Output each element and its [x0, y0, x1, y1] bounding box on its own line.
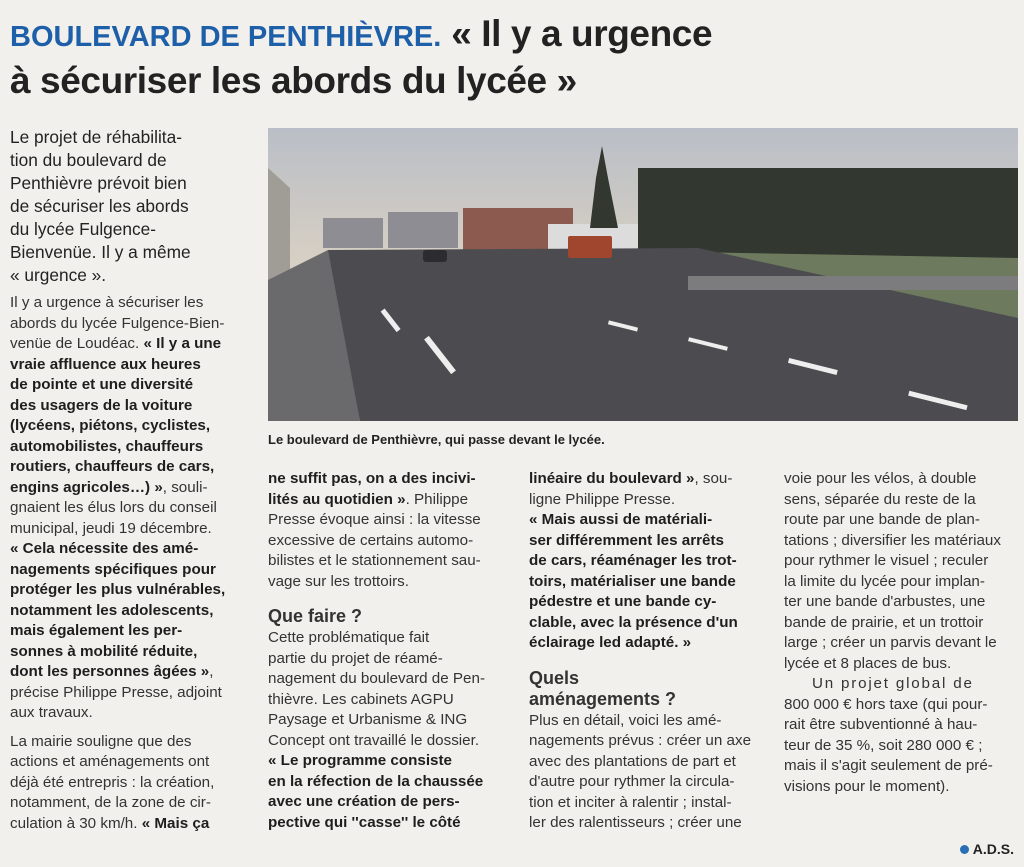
quote-line: toirs, matérialiser une bande — [529, 572, 736, 590]
quote-line: pédestre et une bande cy- — [529, 593, 717, 610]
text-line: abords du lycée Fulgence-Bien- — [10, 314, 225, 332]
quote-line: « Le programme consiste — [268, 752, 453, 769]
text-line: bilistes et le stationnement sau- — [268, 552, 481, 569]
text-line: nagements prévus : créer un axe — [529, 732, 752, 749]
quote-text: « Il y a une — [143, 335, 222, 352]
quote-text: lités au quotidien » — [268, 490, 406, 508]
photo-caption: Le boulevard de Penthièvre, qui passe devant le lycée. — [268, 432, 605, 447]
text-span: , — [209, 663, 214, 680]
text-line: sens, séparée du reste de la — [784, 490, 976, 508]
column-1 — [10, 293, 262, 834]
quote-line: sonnes à mobilité réduite, — [10, 642, 198, 660]
column-4 — [784, 469, 1018, 797]
distant-house — [388, 212, 458, 248]
quote-text: dont les personnes âgées » — [10, 663, 210, 680]
text-line: Un projet global de — [812, 675, 974, 692]
text-line — [10, 662, 262, 683]
text-line: visions pour le moment). — [784, 777, 950, 795]
text-span: . Philippe — [405, 490, 469, 508]
headline-kicker: BOULEVARD DE PENTHIÈVRE. — [10, 21, 442, 53]
quote-line: vraie affluence aux heures — [10, 355, 201, 373]
text-line: bande de prairie, et un trottoir — [784, 613, 984, 631]
quote-line: en la réfection de la chaussée — [268, 772, 484, 790]
text-line: ler des ralentisseurs ; créer une — [529, 814, 742, 831]
author-signature — [960, 841, 1014, 857]
paragraph — [784, 674, 1018, 797]
text-line: Plus en détail, voici les amé- — [529, 711, 722, 729]
paragraph — [10, 732, 262, 835]
lead-line: Bienvenüe. Il y a même — [10, 242, 191, 262]
text-line: thièvre. Les cabinets AGPU — [268, 690, 454, 708]
text-line — [10, 814, 262, 835]
paragraph — [268, 469, 520, 592]
text-line: aux travaux. — [10, 704, 93, 721]
signature-text: A.D.S. — [972, 841, 1014, 857]
article-headline — [10, 12, 1015, 103]
quote-line: des usagers de la voiture — [10, 396, 193, 414]
text-span: , souli- — [162, 478, 208, 496]
text-line: Cette problématique fait — [268, 629, 430, 646]
text-line: Il y a urgence à sécuriser les — [10, 294, 204, 311]
headline-line2: à sécuriser les abords du lycée » — [10, 60, 577, 101]
quote-line: routiers, chauffeurs de cars, — [10, 458, 215, 475]
quote-line: nagements spécifiques pour — [10, 560, 216, 578]
paragraph — [268, 751, 520, 833]
quote-line: protéger les plus vulnérables, — [10, 581, 226, 598]
boulevard-photo — [268, 128, 1018, 421]
quote-text: « Mais ça — [141, 814, 210, 832]
quote-line: notamment les adolescents, — [10, 601, 214, 619]
text-line: rait être subventionné à hau- — [784, 716, 978, 733]
text-line — [529, 469, 777, 490]
paragraph — [784, 469, 1018, 674]
column-3 — [529, 469, 777, 834]
text-line: la limite du lycée pour implan- — [784, 572, 985, 590]
text-line: tion et inciter à ralentir ; instal- — [529, 793, 732, 811]
text-line — [10, 478, 262, 499]
parked-car — [423, 250, 447, 262]
lead-line: de sécuriser les abords — [10, 196, 189, 216]
subheading-que-faire: Que faire ? — [268, 606, 363, 626]
paragraph — [10, 293, 262, 539]
text-line: d'autre pour rythmer la circula- — [529, 773, 735, 790]
text-line: large ; créer un parvis devant le — [784, 634, 997, 651]
text-line: ligne Philippe Presse. — [529, 490, 676, 508]
article-lead — [10, 126, 260, 287]
text-line: nagement du boulevard de Pen- — [268, 670, 486, 687]
text-line: excessive de certains automo- — [268, 531, 474, 549]
paragraph — [268, 628, 520, 751]
text-line: précise Philippe Presse, adjoint — [10, 683, 222, 701]
quote-line: pective qui ''casse'' le côté — [268, 813, 461, 831]
quote-line: de pointe et une diversité — [10, 376, 194, 393]
text-line — [268, 490, 520, 511]
paragraph — [10, 539, 262, 724]
text-line: 800 000 € hors taxe (qui pour- — [784, 695, 988, 713]
text-line: vage sur les trottoirs. — [268, 572, 409, 590]
text-line: partie du projet de réamé- — [268, 649, 443, 667]
paragraph-gap — [10, 724, 262, 732]
quote-line: automobilistes, chauffeurs — [10, 437, 204, 455]
lead-line: Le projet de réhabilita- — [10, 127, 182, 147]
text-line: voie pour les vélos, à double — [784, 470, 977, 487]
text-line: avec des plantations de part et — [529, 752, 736, 770]
text-line: Paysage et Urbanisme & ING — [268, 711, 468, 728]
text-span: culation à 30 km/h. — [10, 814, 138, 832]
text-line: teur de 35 %, soit 280 000 € ; — [784, 736, 983, 754]
text-line: tations ; diversifier les matériaux — [784, 531, 1001, 549]
subheading-line: aménagements ? — [529, 688, 677, 709]
text-line: actions et aménagements ont — [10, 753, 210, 770]
quote-text: engins agricoles…) » — [10, 478, 163, 496]
text-span: , sou- — [694, 470, 733, 487]
boulevard-photo-illustration — [268, 128, 1018, 421]
text-line: lycée et 8 places de bus. — [784, 654, 952, 672]
quote-line: (lycéens, piétons, cyclistes, — [10, 417, 211, 434]
quote-line: clable, avec la présence d'un — [529, 613, 738, 631]
quote-line: ne suffit pas, on a des incivi- — [268, 470, 476, 487]
bullet-dot-icon — [960, 845, 969, 854]
text-line: Concept ont travaillé le dossier. — [268, 731, 480, 749]
lead-line: du lycée Fulgence- — [10, 219, 157, 239]
subheading-line: Quels — [529, 667, 580, 688]
lead-line: tion du boulevard de — [10, 150, 167, 170]
quote-line: « Cela nécessite des amé- — [10, 540, 199, 557]
text-line: La mairie souligne que des — [10, 732, 192, 750]
text-span: venüe de Loudéac. — [10, 335, 140, 352]
text-line: notamment, de la zone de cir- — [10, 794, 211, 811]
quote-line: avec une création de pers- — [268, 793, 460, 810]
quote-line: mais également les per- — [10, 622, 183, 639]
quote-line: de cars, réaménager les trot- — [529, 552, 737, 569]
text-line — [10, 334, 262, 355]
text-line: mais il s'agit seulement de pré- — [784, 757, 993, 774]
text-line: ter une bande d'arbustes, une — [784, 593, 986, 610]
text-line: gnaient les élus lors du conseil — [10, 499, 217, 516]
lead-line: Penthièvre prévoit bien — [10, 173, 187, 193]
headline-line1: « Il y a urgence — [451, 13, 713, 54]
right-sidewalk — [688, 276, 1018, 290]
subheading-quels-amenagements — [529, 668, 777, 710]
paragraph — [529, 469, 777, 510]
tractor — [568, 236, 612, 258]
lead-line: « urgence ». — [10, 265, 107, 285]
text-line: Presse évoque ainsi : la vitesse — [268, 511, 481, 528]
paragraph — [529, 711, 777, 834]
quote-line: ser différemment les arrêts — [529, 531, 724, 549]
distant-house — [323, 218, 383, 248]
paragraph — [529, 510, 777, 654]
quote-line: « Mais aussi de matériali- — [529, 511, 713, 528]
quote-text: linéaire du boulevard » — [529, 470, 695, 487]
quote-line: éclairage led adapté. » — [529, 634, 692, 651]
text-line: route par une bande de plan- — [784, 511, 980, 528]
column-2 — [268, 469, 520, 833]
text-line: pour rythmer le visuel ; reculer — [784, 552, 989, 569]
text-line: municipal, jeudi 19 décembre. — [10, 519, 212, 537]
text-line: déjà été entrepris : la création, — [10, 773, 215, 791]
